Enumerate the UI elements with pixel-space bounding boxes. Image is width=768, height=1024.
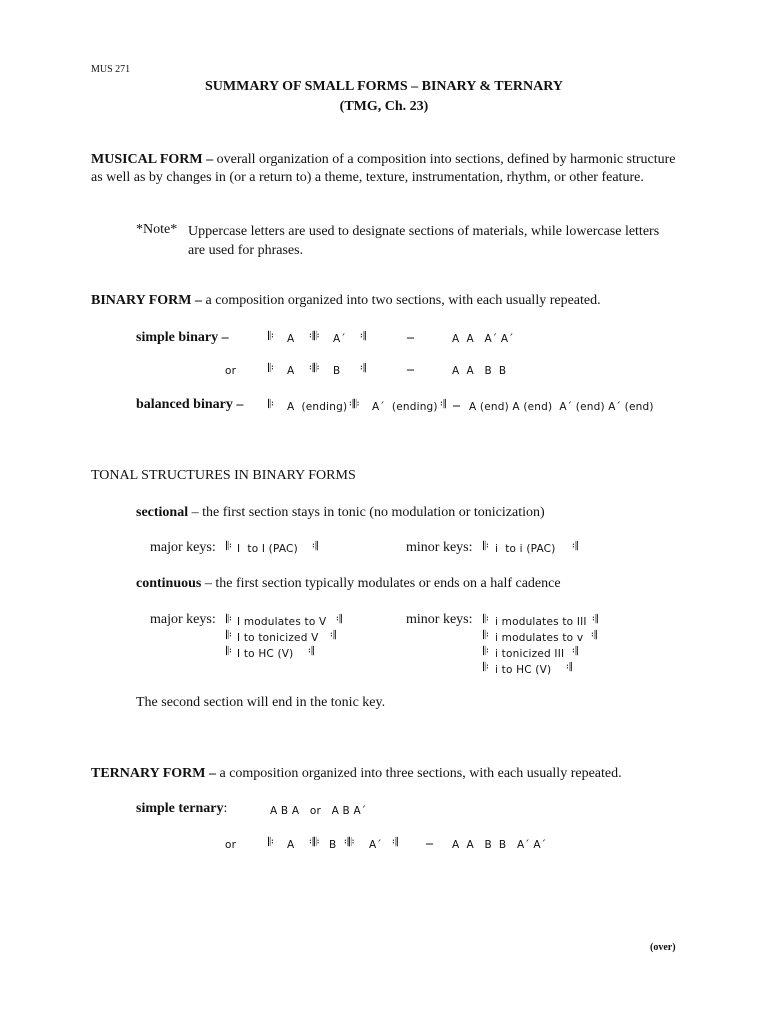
repeat-start-icon: 𝄆	[268, 397, 274, 411]
repeat-end-icon: 𝄇	[591, 628, 597, 642]
simple-ternary-label: simple ternary	[136, 801, 224, 816]
repeat-end-icon: 𝄇	[308, 644, 314, 658]
simple-ternary-colon: :	[223, 801, 228, 816]
repeat-end-icon: 𝄇	[566, 660, 572, 674]
course-code: MUS 271	[91, 64, 131, 75]
continuous-paragraph	[136, 576, 561, 592]
equals-dash: –	[407, 330, 414, 345]
repeat-start-icon: 𝄆	[268, 329, 274, 343]
repeat-end-icon: 𝄇	[360, 329, 366, 343]
over-note: (over)	[650, 942, 676, 953]
repeat-start-icon: 𝄆	[268, 361, 274, 375]
minor-keys-label: minor keys:	[406, 540, 473, 555]
continuous-minor-2: i modulates to v	[495, 632, 584, 644]
expanded-form: A A B B	[452, 365, 507, 377]
repeat-end-icon: 𝄇	[572, 644, 578, 658]
continuous-definition: – the first section typically modulates or ends on a half cadence	[201, 576, 561, 591]
section-a-ending: A (ending)	[287, 401, 348, 413]
simple-ternary-line	[136, 801, 227, 817]
ternary-form-term: TERNARY FORM –	[91, 766, 216, 781]
section-a: A	[287, 365, 295, 377]
repeat-double-icon: 𝄇𝄆	[309, 361, 320, 375]
ternary-forms: A B A or A B A´	[270, 805, 367, 817]
section-b: B	[329, 839, 337, 851]
repeat-start-icon: 𝄆	[483, 539, 489, 553]
binary-form-definition: a composition organized into two sections, with each usually repeated.	[201, 293, 601, 308]
repeat-start-icon: 𝄆	[483, 612, 489, 626]
continuous-major-3: I to HC (V)	[237, 648, 294, 660]
or-label: or	[225, 365, 237, 377]
sectional-minor-progression: i to i (PAC)	[495, 543, 556, 555]
equals-dash: –	[407, 362, 414, 377]
tonal-structures-heading: TONAL STRUCTURES IN BINARY FORMS	[91, 468, 356, 483]
continuous-minor-4: i to HC (V)	[495, 664, 552, 676]
musical-form-paragraph	[91, 151, 681, 187]
repeat-start-icon: 𝄆	[226, 644, 232, 658]
continuous-term: continuous	[136, 576, 202, 591]
section-b: B	[333, 365, 341, 377]
ternary-form-paragraph	[91, 766, 622, 782]
sectional-term: sectional	[136, 505, 189, 520]
repeat-end-icon: 𝄇	[360, 361, 366, 375]
repeat-double-icon: 𝄇𝄆	[344, 835, 355, 849]
repeat-end-icon: 𝄇	[592, 612, 598, 626]
major-keys-label: major keys:	[150, 540, 216, 555]
repeat-end-icon: 𝄇	[440, 397, 446, 411]
expanded-form: A A A´ A´	[452, 333, 514, 345]
musical-form-term: MUSICAL FORM –	[91, 152, 214, 167]
minor-keys-label: minor keys:	[406, 612, 473, 627]
page-subtitle: (TMG, Ch. 23)	[339, 99, 429, 114]
sectional-major-progression: I to I (PAC)	[237, 543, 298, 555]
repeat-double-icon: 𝄇𝄆	[309, 329, 320, 343]
simple-binary-label: simple binary –	[136, 330, 229, 345]
note-text: Uppercase letters are used to designate sections of materials, while lowercase letters are used for phrases.	[188, 224, 660, 258]
section-a: A	[287, 839, 295, 851]
repeat-start-icon: 𝄆	[483, 660, 489, 674]
section-a-prime: A´	[333, 333, 346, 345]
continuous-major-2: I to tonicized V	[237, 632, 319, 644]
expanded-form: A (end) A (end) A´ (end) A´ (end)	[469, 401, 654, 413]
repeat-end-icon: 𝄇	[336, 612, 342, 626]
repeat-start-icon: 𝄆	[226, 539, 232, 553]
repeat-end-icon: 𝄇	[392, 835, 398, 849]
repeat-double-icon: 𝄇𝄆	[309, 835, 320, 849]
continuous-major-1: I modulates to V	[237, 616, 327, 628]
continuous-minor-1: i modulates to III	[495, 616, 587, 628]
or-label: or	[225, 839, 237, 851]
page-title: SUMMARY OF SMALL FORMS – BINARY & TERNARY	[205, 79, 563, 94]
section-a-prime: A´	[369, 839, 382, 851]
sectional-definition: – the first section stays in tonic (no modulation or tonicization)	[188, 505, 545, 520]
repeat-start-icon: 𝄆	[483, 644, 489, 658]
musical-form-definition: overall organization of a composition into sections, defined by harmonic structure as well as by changes in (or a return to) a theme, texture, instrumentation, rhythm, or other feature.	[91, 152, 676, 185]
balanced-binary-label: balanced binary –	[136, 397, 244, 412]
repeat-double-icon: 𝄇𝄆	[349, 397, 360, 411]
equals-dash: –	[453, 398, 460, 413]
expanded-form: A A B B A´ A´	[452, 839, 547, 851]
repeat-start-icon: 𝄆	[483, 628, 489, 642]
repeat-end-icon: 𝄇	[312, 539, 318, 553]
ternary-form-definition: a composition organized into three sections, with each usually repeated.	[215, 766, 622, 781]
section-a: A	[287, 333, 295, 345]
major-keys-label: major keys:	[150, 612, 216, 627]
repeat-start-icon: 𝄆	[226, 628, 232, 642]
repeat-start-icon: 𝄆	[268, 835, 274, 849]
binary-form-term: BINARY FORM –	[91, 293, 202, 308]
repeat-end-icon: 𝄇	[330, 628, 336, 642]
sectional-paragraph	[136, 505, 545, 521]
equals-dash: –	[426, 836, 433, 851]
note-label: *Note*	[136, 222, 178, 237]
repeat-end-icon: 𝄇	[572, 539, 578, 553]
repeat-start-icon: 𝄆	[226, 612, 232, 626]
continuous-minor-3: i tonicized III	[495, 648, 565, 660]
second-section-note: The second section will end in the tonic key.	[136, 695, 386, 710]
section-a-prime-ending: A´ (ending)	[372, 401, 438, 413]
binary-form-paragraph	[91, 293, 601, 309]
